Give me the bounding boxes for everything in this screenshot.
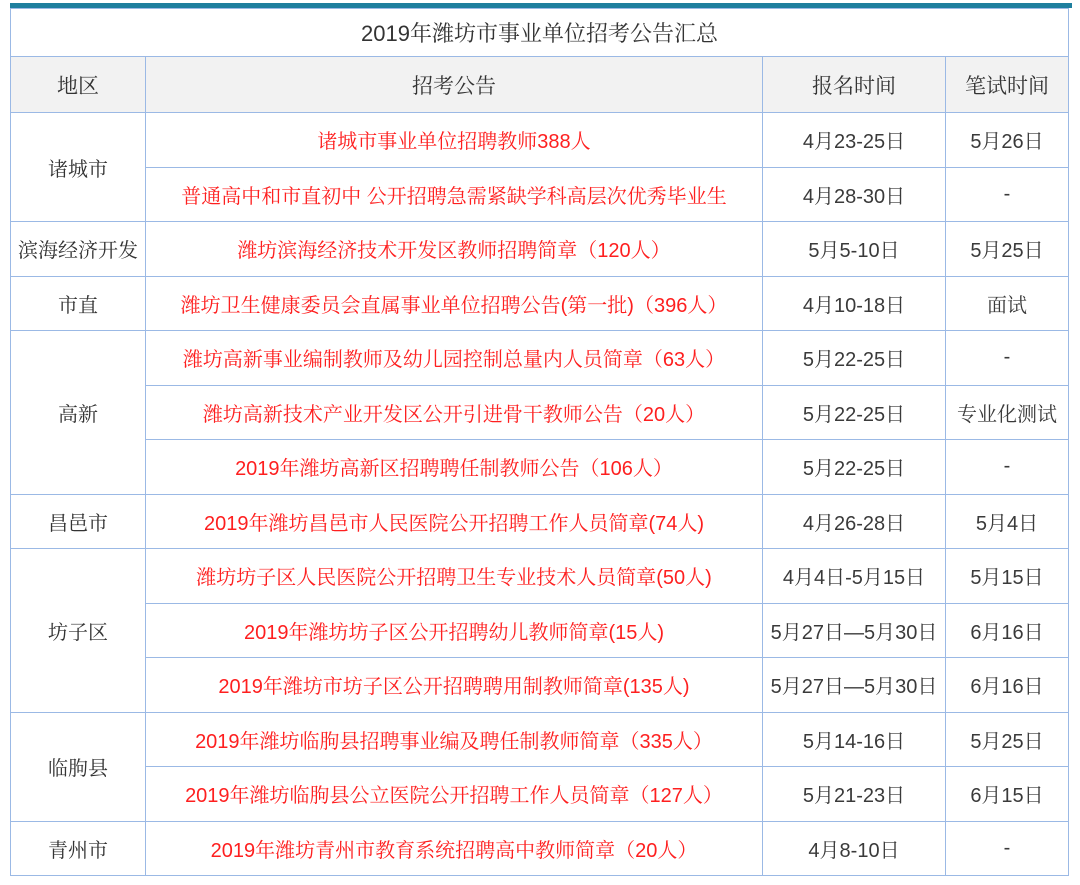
column-header-signup-time: 报名时间	[763, 57, 946, 113]
signup-time: 5月5-10日	[763, 222, 946, 277]
table-row	[11, 331, 1069, 386]
signup-time: 4月26-28日	[763, 494, 946, 549]
signup-time: 4月4日-5月15日	[763, 549, 946, 604]
signup-time: 5月27日—5月30日	[763, 658, 946, 713]
exam-time: 5月25日	[946, 222, 1069, 277]
table-row	[11, 276, 1069, 331]
table-row	[11, 440, 1069, 495]
exam-time: 6月16日	[946, 658, 1069, 713]
announcement-link[interactable]: 2019年潍坊坊子区公开招聘幼儿教师简章(15人)	[146, 603, 763, 658]
exam-time: 专业化测试	[946, 385, 1069, 440]
announcement-link[interactable]: 潍坊滨海经济技术开发区教师招聘简章（120人）	[146, 222, 763, 277]
signup-time: 5月27日—5月30日	[763, 603, 946, 658]
exam-time: 5月26日	[946, 113, 1069, 168]
signup-time: 5月22-25日	[763, 440, 946, 495]
exam-time: -	[946, 821, 1069, 876]
exam-time: 6月15日	[946, 767, 1069, 822]
signup-time: 5月22-25日	[763, 385, 946, 440]
table-row	[11, 167, 1069, 222]
table-row	[11, 385, 1069, 440]
recruitment-summary-table	[10, 8, 1069, 876]
exam-time: 5月25日	[946, 712, 1069, 767]
announcement-link[interactable]: 潍坊卫生健康委员会直属事业单位招聘公告(第一批)（396人）	[146, 276, 763, 331]
region-cell-gaoxin: 高新	[11, 331, 146, 495]
exam-time: 5月4日	[946, 494, 1069, 549]
announcement-link[interactable]: 潍坊高新技术产业开发区公开引进骨干教师公告（20人）	[146, 385, 763, 440]
signup-time: 5月14-16日	[763, 712, 946, 767]
announcement-link[interactable]: 诸城市事业单位招聘教师388人	[146, 113, 763, 168]
announcement-link[interactable]: 2019年潍坊临朐县招聘事业编及聘任制教师简章（335人）	[146, 712, 763, 767]
region-cell-qingzhou: 青州市	[11, 821, 146, 876]
region-cell-fangzi: 坊子区	[11, 549, 146, 713]
exam-time: -	[946, 167, 1069, 222]
announcement-link[interactable]: 2019年潍坊昌邑市人民医院公开招聘工作人员简章(74人)	[146, 494, 763, 549]
announcement-link[interactable]: 潍坊坊子区人民医院公开招聘卫生专业技术人员简章(50人)	[146, 549, 763, 604]
exam-time: -	[946, 440, 1069, 495]
table-row	[11, 549, 1069, 604]
region-cell-changyi: 昌邑市	[11, 494, 146, 549]
announcement-link[interactable]: 2019年潍坊青州市教育系统招聘高中教师简章（20人）	[146, 821, 763, 876]
announcement-link[interactable]: 普通高中和市直初中 公开招聘急需紧缺学科高层次优秀毕业生	[146, 167, 763, 222]
exam-time: -	[946, 331, 1069, 386]
table-row	[11, 712, 1069, 767]
region-cell-linqu: 临朐县	[11, 712, 146, 821]
table-row	[11, 658, 1069, 713]
table-row	[11, 222, 1069, 277]
signup-time: 5月21-23日	[763, 767, 946, 822]
exam-time: 面试	[946, 276, 1069, 331]
exam-time: 5月15日	[946, 549, 1069, 604]
signup-time: 5月22-25日	[763, 331, 946, 386]
table-title: 2019年潍坊市事业单位招考公告汇总	[11, 9, 1069, 57]
table-row	[11, 113, 1069, 168]
table-row	[11, 767, 1069, 822]
table-row	[11, 821, 1069, 876]
table-row	[11, 494, 1069, 549]
table-row	[11, 603, 1069, 658]
region-cell-binhai: 滨海经济开发	[11, 222, 146, 277]
column-header-exam-time: 笔试时间	[946, 57, 1069, 113]
announcement-link[interactable]: 2019年潍坊市坊子区公开招聘聘用制教师简章(135人)	[146, 658, 763, 713]
exam-time: 6月16日	[946, 603, 1069, 658]
signup-time: 4月10-18日	[763, 276, 946, 331]
signup-time: 4月8-10日	[763, 821, 946, 876]
signup-time: 4月28-30日	[763, 167, 946, 222]
signup-time: 4月23-25日	[763, 113, 946, 168]
announcement-link[interactable]: 潍坊高新事业编制教师及幼儿园控制总量内人员简章（63人）	[146, 331, 763, 386]
announcement-link[interactable]: 2019年潍坊临朐县公立医院公开招聘工作人员简章（127人）	[146, 767, 763, 822]
column-header-announcement: 招考公告	[146, 57, 763, 113]
announcement-link[interactable]: 2019年潍坊高新区招聘聘任制教师公告（106人）	[146, 440, 763, 495]
column-header-region: 地区	[11, 57, 146, 113]
region-cell-shizhi: 市直	[11, 276, 146, 331]
region-cell-zhucheng: 诸城市	[11, 113, 146, 222]
